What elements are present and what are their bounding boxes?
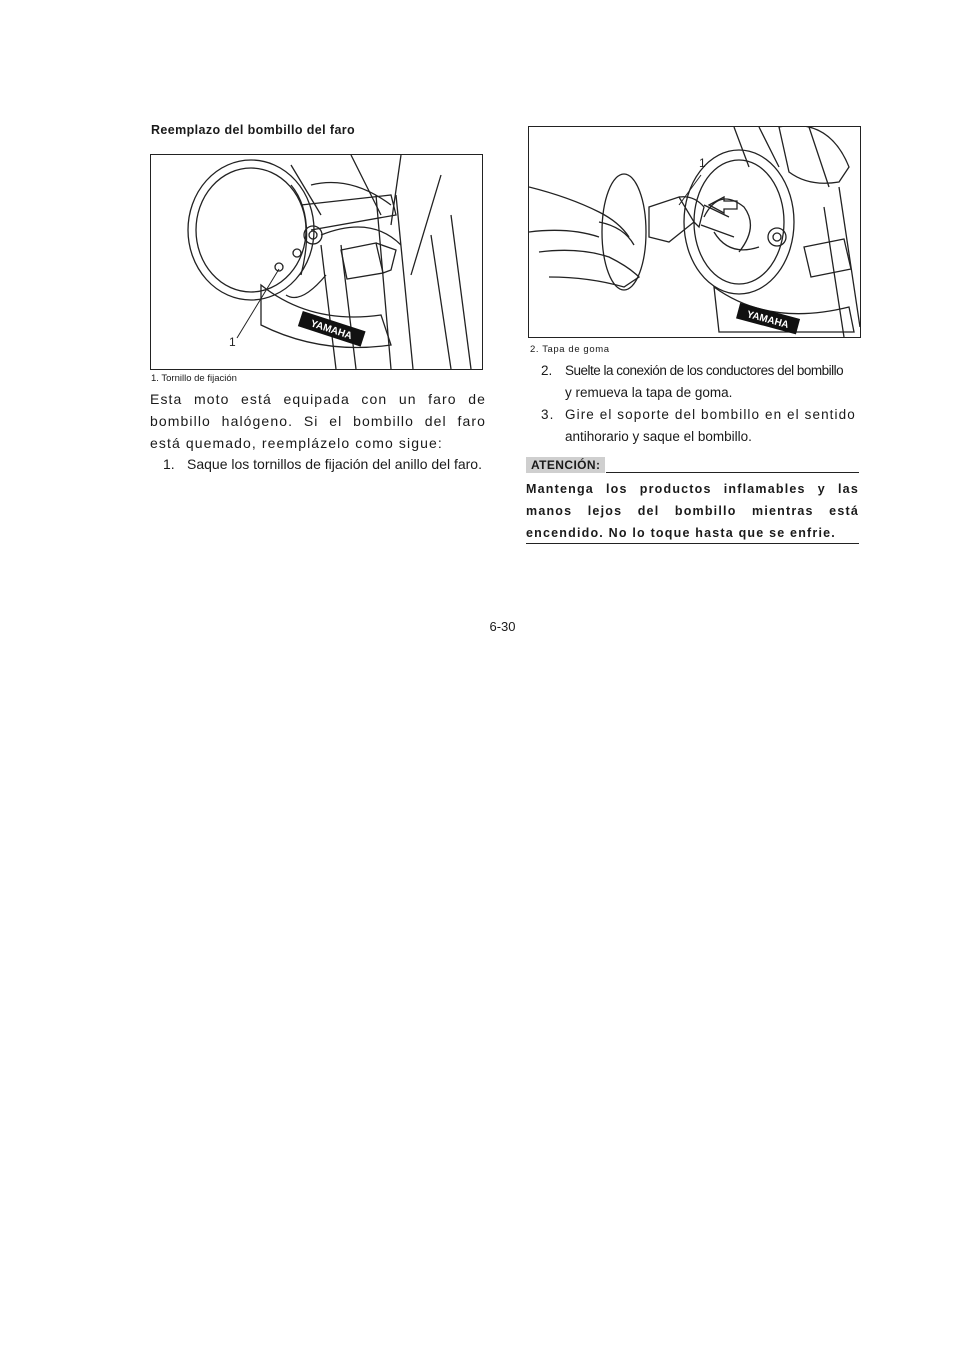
- step-number: 1.: [163, 456, 175, 472]
- step-2: [541, 360, 865, 404]
- headlight-illustration: [151, 155, 482, 369]
- bulb-removal-illustration: [529, 127, 860, 337]
- step-text: Gire el soporte del bombillo en el sentido: [565, 407, 856, 422]
- warning-top-rule: [606, 472, 859, 473]
- step-text: Saque los tornillos de fijación del anillo del faro.: [187, 456, 482, 472]
- page-number: 6-30: [489, 619, 516, 634]
- brand-logo: YAMAHA: [309, 318, 354, 343]
- figure-caption: 1. Tornillo de fijación: [151, 373, 237, 384]
- section-title: Reemplazo del bombillo del faro: [151, 123, 356, 137]
- step-text-continued: antihorario y saque el bombillo.: [565, 429, 752, 444]
- step-number: 2.: [541, 363, 553, 378]
- step-number: 3.: [541, 407, 555, 422]
- bulb-removal-figure: [528, 126, 861, 338]
- warning-label: ATENCIÓN:: [526, 457, 605, 473]
- step-1: [163, 453, 493, 475]
- step-text: Suelte la conexión de los conductores del bombillo: [565, 363, 844, 378]
- step-3: [541, 404, 865, 448]
- step-text-continued: y remueva la tapa de goma.: [565, 385, 733, 400]
- intro-paragraph: Esta moto está equipada con un faro de bombillo halógeno. Si el bombillo del faro está quemado, reemplázelo como sigue:: [150, 391, 486, 451]
- brand-logo: YAMAHA: [745, 309, 790, 331]
- warning-text: Mantenga los productos inflamables y las manos lejos del bombillo mientras está encendido. No lo toque hasta que se enfrie.: [526, 482, 859, 540]
- figure-caption: 2. Tapa de goma: [530, 344, 610, 355]
- warning-header: [526, 455, 859, 475]
- callout-1: 1: [699, 156, 706, 170]
- headlight-figure: [150, 154, 483, 370]
- warning-bottom-rule: [526, 543, 859, 544]
- callout-1: 1: [229, 335, 236, 349]
